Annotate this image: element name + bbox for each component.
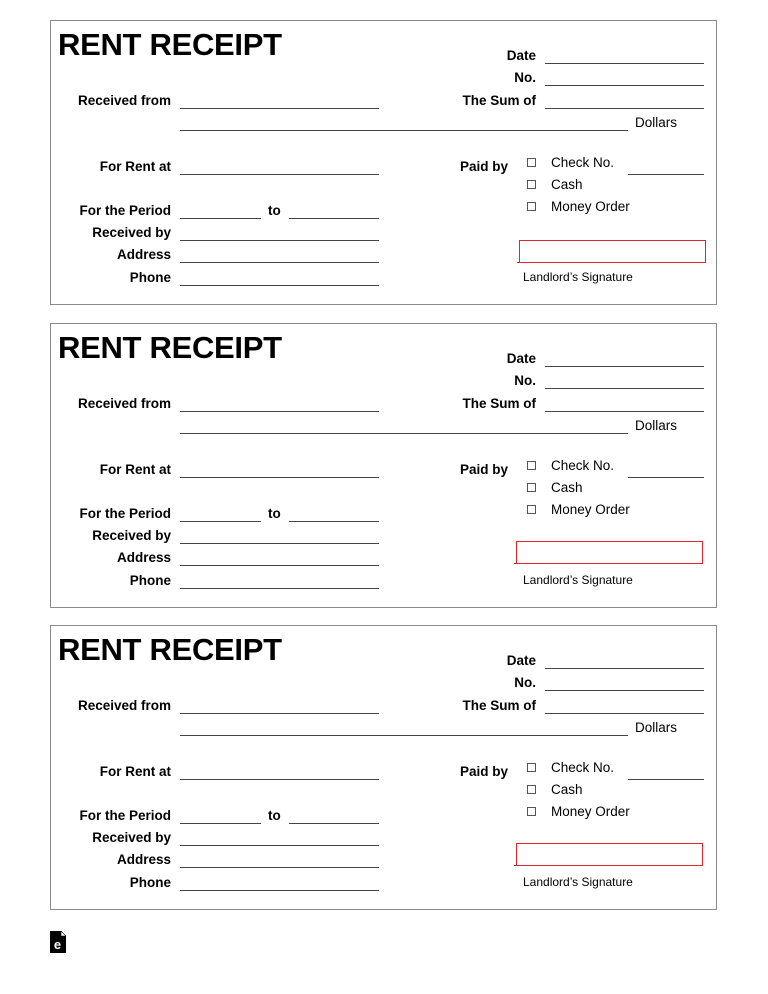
period-start-field[interactable] [180, 521, 261, 522]
for-rent-at-field[interactable] [180, 779, 379, 780]
signature-label: Landlord’s Signature [523, 573, 633, 587]
check-option-label: Check No. [551, 458, 615, 473]
sum-of-label: The Sum of [462, 396, 536, 411]
address-label: Address [116, 247, 171, 262]
signature-label: Landlord’s Signature [523, 875, 633, 889]
phone-label: Phone [129, 270, 171, 285]
for-rent-at-field[interactable] [180, 174, 379, 175]
period-start-field[interactable] [180, 823, 261, 824]
address-label: Address [116, 550, 171, 565]
received-from-field[interactable] [180, 411, 379, 412]
cash-option-label: Cash [551, 177, 583, 192]
sum-of-field[interactable] [545, 108, 704, 109]
money-order-option-label: Money Order [551, 804, 630, 819]
received-by-field[interactable] [180, 845, 379, 846]
for-the-period-label: For the Period [79, 808, 171, 823]
rent-receipt-3 [50, 625, 717, 910]
for-the-period-label: For the Period [79, 506, 171, 521]
date-field[interactable] [545, 366, 704, 367]
for-rent-at-label: For Rent at [99, 764, 171, 779]
for-rent-at-field[interactable] [180, 477, 379, 478]
cash-checkbox[interactable] [527, 180, 536, 189]
check-number-field[interactable] [628, 174, 704, 175]
number-label: No. [514, 675, 536, 690]
sum-of-label: The Sum of [462, 93, 536, 108]
to-label: to [268, 506, 281, 521]
received-by-label: Received by [92, 830, 171, 845]
money-order-checkbox[interactable] [527, 505, 536, 514]
amount-in-words-field[interactable] [180, 433, 628, 434]
dollars-label: Dollars [635, 720, 678, 735]
dollars-label: Dollars [635, 115, 678, 130]
signature-field[interactable] [516, 843, 703, 866]
money-order-checkbox[interactable] [527, 202, 536, 211]
paid-by-label: Paid by [459, 159, 508, 174]
number-field[interactable] [545, 690, 704, 691]
svg-text:e: e [53, 937, 62, 952]
rent-receipt-1 [50, 20, 717, 305]
period-start-field[interactable] [180, 218, 261, 219]
number-field[interactable] [545, 388, 704, 389]
signature-field[interactable] [519, 240, 706, 263]
received-from-field[interactable] [180, 108, 379, 109]
sum-of-field[interactable] [545, 411, 704, 412]
received-by-label: Received by [92, 528, 171, 543]
for-rent-at-label: For Rent at [99, 159, 171, 174]
received-by-field[interactable] [180, 240, 379, 241]
received-from-field[interactable] [180, 713, 379, 714]
signature-field[interactable] [516, 541, 703, 564]
amount-in-words-field[interactable] [180, 735, 628, 736]
cash-option-label: Cash [551, 480, 583, 495]
cash-option-label: Cash [551, 782, 583, 797]
money-order-option-label: Money Order [551, 199, 630, 214]
check-number-field[interactable] [628, 477, 704, 478]
phone-field[interactable] [180, 890, 379, 891]
to-label: to [268, 203, 281, 218]
money-order-option-label: Money Order [551, 502, 630, 517]
phone-label: Phone [129, 875, 171, 890]
received-by-field[interactable] [180, 543, 379, 544]
check-checkbox[interactable] [527, 763, 536, 772]
for-the-period-label: For the Period [79, 203, 171, 218]
receipt-title: RENT RECEIPT [58, 27, 282, 62]
amount-in-words-field[interactable] [180, 130, 628, 131]
check-option-label: Check No. [551, 155, 615, 170]
phone-label: Phone [129, 573, 171, 588]
received-from-label: Received from [77, 396, 171, 411]
date-field[interactable] [545, 668, 704, 669]
address-field[interactable] [180, 867, 379, 868]
receipt-title: RENT RECEIPT [58, 330, 282, 365]
cash-checkbox[interactable] [527, 483, 536, 492]
rent-receipt-2 [50, 323, 717, 608]
period-end-field[interactable] [289, 521, 379, 522]
address-label: Address [116, 852, 171, 867]
esign-logo-icon [50, 931, 66, 953]
dollars-label: Dollars [635, 418, 678, 433]
address-field[interactable] [180, 262, 379, 263]
phone-field[interactable] [180, 588, 379, 589]
check-option-label: Check No. [551, 760, 615, 775]
address-field[interactable] [180, 565, 379, 566]
for-rent-at-label: For Rent at [99, 462, 171, 477]
number-label: No. [514, 373, 536, 388]
received-from-label: Received from [77, 93, 171, 108]
signature-label: Landlord’s Signature [523, 270, 633, 284]
period-end-field[interactable] [289, 218, 379, 219]
received-by-label: Received by [92, 225, 171, 240]
period-end-field[interactable] [289, 823, 379, 824]
sum-of-field[interactable] [545, 713, 704, 714]
to-label: to [268, 808, 281, 823]
number-label: No. [514, 70, 536, 85]
date-label: Date [506, 48, 536, 63]
receipt-title: RENT RECEIPT [58, 632, 282, 667]
check-checkbox[interactable] [527, 461, 536, 470]
sum-of-label: The Sum of [462, 698, 536, 713]
paid-by-label: Paid by [459, 462, 508, 477]
check-checkbox[interactable] [527, 158, 536, 167]
phone-field[interactable] [180, 285, 379, 286]
date-label: Date [506, 653, 536, 668]
received-from-label: Received from [77, 698, 171, 713]
date-field[interactable] [545, 63, 704, 64]
check-number-field[interactable] [628, 779, 704, 780]
paid-by-label: Paid by [459, 764, 508, 779]
money-order-checkbox[interactable] [527, 807, 536, 816]
number-field[interactable] [545, 85, 704, 86]
date-label: Date [506, 351, 536, 366]
cash-checkbox[interactable] [527, 785, 536, 794]
